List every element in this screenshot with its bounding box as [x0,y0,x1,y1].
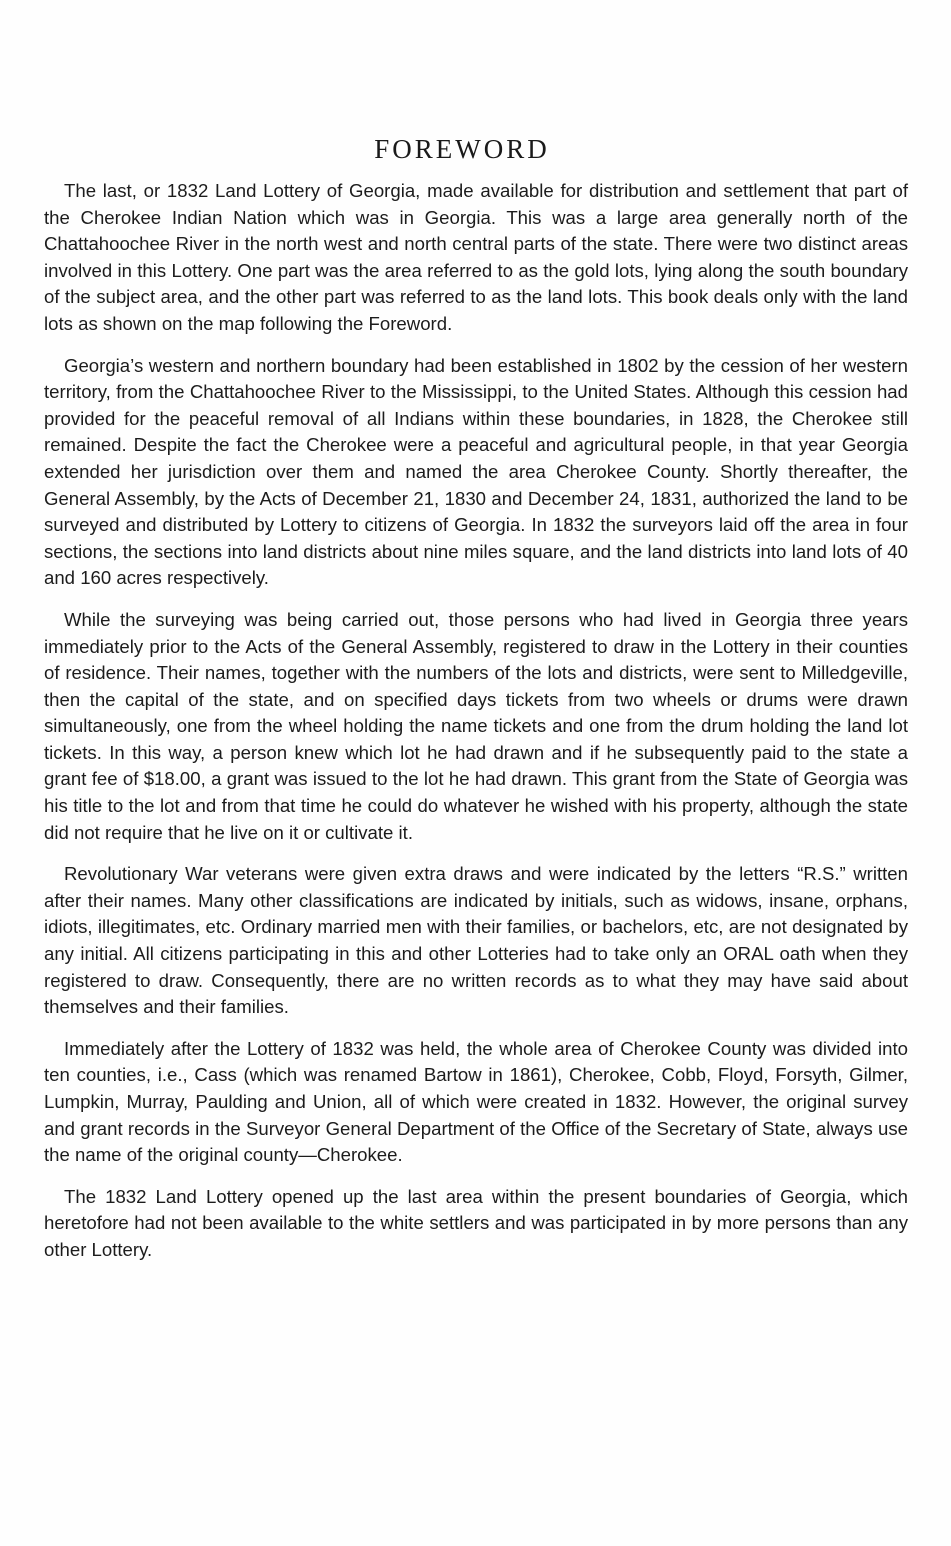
paragraph-5: Immediately after the Lottery of 1832 was held, the whole area of Cherokee County was divided into ten counties, i.e., Cass (which was renamed Bartow in 1861), Cherokee, Cobb, Floyd, Forsyth, Gilmer, Lumpkin, Murray, Paulding and Union, all of which were created in 1832. However, the original survey and grant records in the Surveyor General Department of the Office of the Secretary of State, always use the name of the original county—Cherokee. [44,1037,908,1166]
foreword-body [44,178,908,1279]
paragraph-4: Revolutionary War veterans were given extra draws and were indicated by the letters “R.S.” written after their names. Many other classifications are indicated by initials, such as widows, insane, orphans, idiots, illegitimates, etc. Ordinary married men with their families, or bachelors, etc, are not designated by any initial. All citizens participating in this and other Lotteries had to take only an ORAL oath when they registered to draw. Consequently, there are no written records as to what they may have said about themselves and their families. [44,863,908,1018]
paragraph-3: While the surveying was being carried out, those persons who had lived in Georgia three years immediately prior to the Acts of the General Assembly, registered to draw in the Lottery in their counties of residence. Their names, together with the numbers of the lots and districts, were sent to Milledgeville, then the capital of the state, and on specified days tickets from two wheels or drums were drawn simultaneously, one from the wheel holding the name tickets and one from the drum holding the land lot tickets. In this way, a person knew which lot he had drawn and if he subsequently paid to the state a grant fee of $18.00, a grant was issued to the lot he had drawn. This grant from the State of Georgia was his title to the lot and from that time he could do whatever he wished with his property, although the state did not require that he live on it or cultivate it. [44,608,908,843]
paragraph-6: The 1832 Land Lottery opened up the last area within the present boundaries of Georgia, which heretofore had not been available to the white settlers and was participated in by more persons than any other Lottery. [44,1185,908,1260]
paragraph-2: Georgia’s western and northern boundary had been established in 1802 by the cession of her western territory, from the Chattahoochee River to the Mississippi, to the United States. Although this cession had provided for the peaceful removal of all Indians within these boundaries, in 1828, the Cherokee still remained. Despite the fact the Cherokee were a peaceful and agricultural people, in that year Georgia extended her jurisdiction over them and named the area Cherokee County. Shortly thereafter, the General Assembly, by the Acts of December 21, 1830 and December 24, 1831, authorized the land to be surveyed and distributed by Lottery to citizens of Georgia. In 1832 the surveyors laid off the area in four sections, the sections into land districts about nine miles square, and the land districts into land lots of 40 and 160 acres respectively. [44,354,908,589]
paragraph-1: The last, or 1832 Land Lottery of Georgia, made available for distribution and settlement that part of the Cherokee Indian Nation which was in Georgia. This was a large area generally north of the Chattahoochee River in the north west and north central parts of the state. There were two distinct areas involved in this Lottery. One part was the area referred to as the gold lots, lying along the south boundary of the subject area, and the other part was referred to as the land lots. This book deals only with the land lots as shown on the map following the Foreword. [44,180,908,334]
page-title: FOREWORD [374,134,550,164]
